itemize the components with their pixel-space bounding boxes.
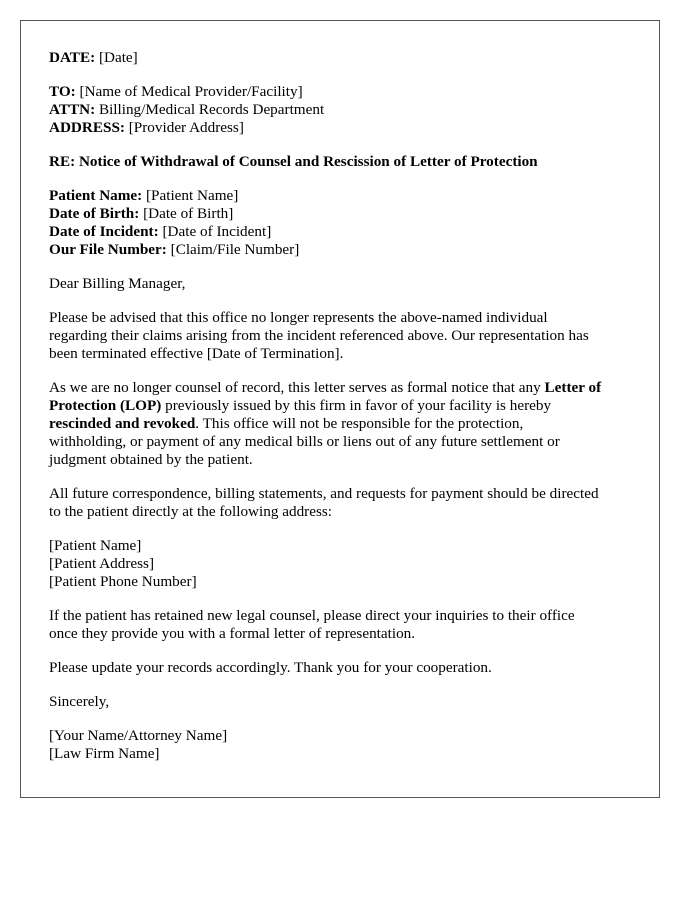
closing: Sincerely, [49,693,110,710]
attn-line [49,101,631,119]
patient-name-line [49,187,631,205]
file-number-label: Our File Number: [49,241,167,258]
patient-address-line3: [Patient Phone Number] [49,573,197,590]
paragraph5-line1: Please update your records accordingly. Thank you for your cooperation. [49,659,492,676]
to-label: TO: [49,83,76,100]
date-line [49,49,631,67]
date-value: [Date] [98,49,138,66]
paragraph-update-records [49,659,631,677]
paragraph2-line1-bold: Letter of [544,379,602,396]
date-label: DATE: [49,49,96,66]
paragraph1-line1: Please be advised that this office no longer represents the above-named individual [49,309,548,326]
recipient-block [49,83,631,137]
paragraph-correspondence [49,485,631,521]
salutation-block [49,275,631,293]
paragraph2-line2-bold: Protection (LOP) [49,397,162,414]
incident-line [49,223,631,241]
dob-line [49,205,631,223]
paragraph1-line2: regarding their claims arising from the incident referenced above. Our representation has [49,327,589,344]
closing-block [49,693,631,711]
address-label: ADDRESS: [49,119,125,136]
address-value: [Provider Address] [128,119,244,136]
file-number-value: [Claim/File Number] [170,241,300,258]
paragraph2-line2 [49,397,631,415]
paragraph2-line3 [49,415,631,433]
patient-info-block [49,187,631,259]
re-block [49,153,631,171]
incident-label: Date of Incident: [49,223,159,240]
patient-address-block [49,537,631,591]
paragraph2-line2-text: previously issued by this firm in favor of your facility is hereby [161,397,552,414]
letter-document [20,20,660,798]
attn-label: ATTN: [49,101,96,118]
incident-value: [Date of Incident] [162,223,272,240]
paragraph4-line1: If the patient has retained new legal counsel, please direct your inquiries to their office [49,607,575,624]
salutation: Dear Billing Manager, [49,275,186,292]
patient-name-value: [Patient Name] [146,187,239,204]
patient-address-line2: [Patient Address] [49,555,155,572]
signature-name: [Your Name/Attorney Name] [49,727,228,744]
paragraph3-line1: All future correspondence, billing statements, and requests for payment should be directed [49,485,599,502]
paragraph-lop-rescission [49,379,631,469]
to-line [49,83,631,101]
to-value: [Name of Medical Provider/Facility] [79,83,303,100]
paragraph2-line1-text: As we are no longer counsel of record, this letter serves as formal notice that any [49,379,545,396]
re-line: RE: Notice of Withdrawal of Counsel and Rescission of Letter of Protection [49,153,538,170]
dob-label: Date of Birth: [49,205,140,222]
signature-block [49,727,631,763]
paragraph2-line5: judgment obtained by the patient. [49,451,253,468]
date-block [49,49,631,67]
paragraph3-line2: to the patient directly at the following address: [49,503,333,520]
paragraph-new-counsel [49,607,631,643]
paragraph2-line4: withholding, or payment of any medical bills or liens out of any future settlement or [49,433,560,450]
paragraph2-line3-bold: rescinded and revoked [49,415,196,432]
patient-name-label: Patient Name: [49,187,143,204]
paragraph4-line2: once they provide you with a formal letter of representation. [49,625,416,642]
paragraph2-line3-text: . This office will not be responsible for the protection, [195,415,524,432]
attn-value: Billing/Medical Records Department [98,101,325,118]
file-number-line [49,241,631,259]
paragraph2-line1 [49,379,631,397]
paragraph-representation [49,309,631,363]
dob-value: [Date of Birth] [143,205,234,222]
address-line [49,119,631,137]
signature-firm: [Law Firm Name] [49,745,160,762]
patient-address-line1: [Patient Name] [49,537,142,554]
paragraph1-line3: been terminated effective [Date of Termination]. [49,345,344,362]
